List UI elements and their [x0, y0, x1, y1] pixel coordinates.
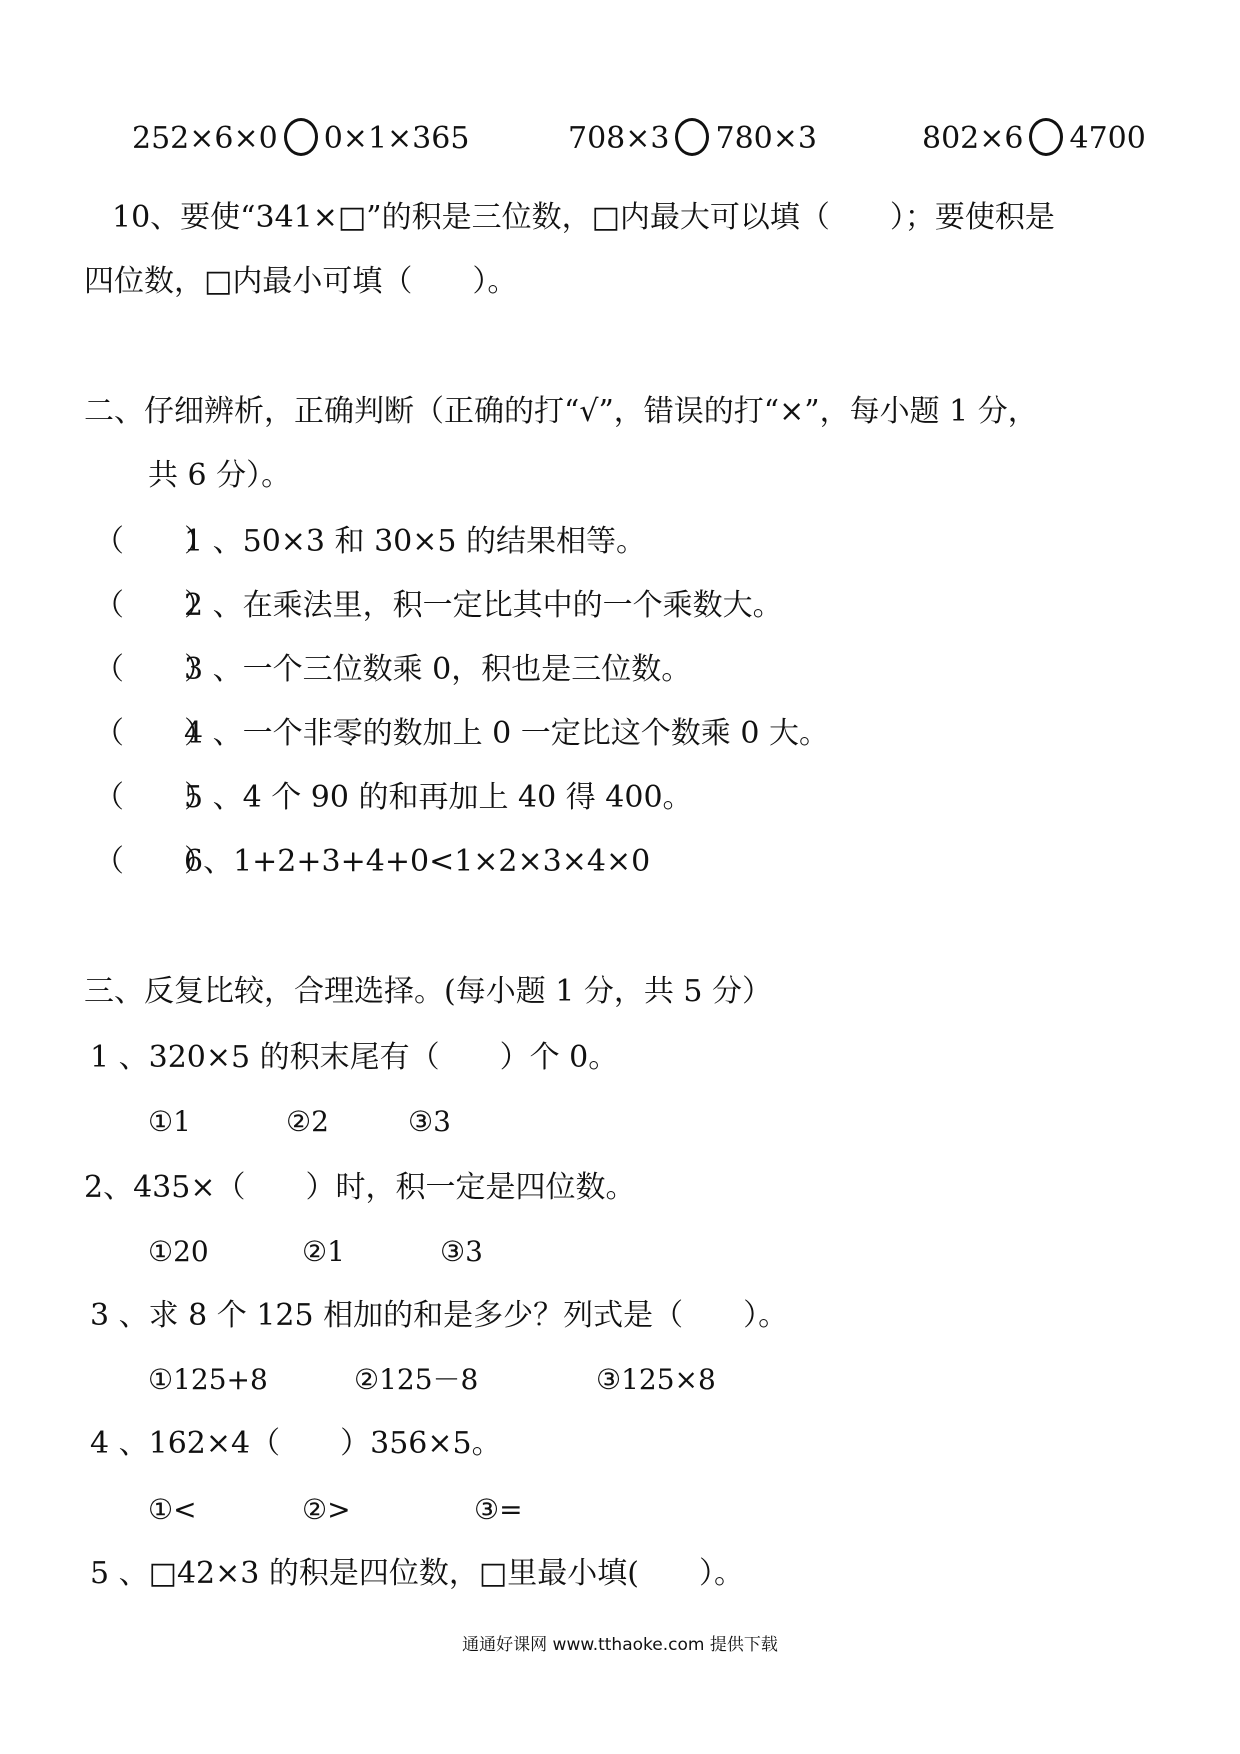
q10-line2: 四位数，□内最小可填（ ）。 — [84, 264, 518, 299]
comparison-right: 4700 — [1069, 121, 1146, 156]
choice-question-1: 1 、320×5 的积末尾有（ ）个 0。 — [90, 1040, 619, 1075]
comparison-2 — [568, 118, 817, 156]
option-1[interactable]: ①1 — [148, 1105, 191, 1138]
compare-circle-blank[interactable] — [675, 118, 709, 156]
option-3[interactable]: ③3 — [440, 1235, 483, 1268]
comparison-left: 708×3 — [568, 121, 670, 156]
judge-item-text: 2 、在乘法里，积一定比其中的一个乘数大。 — [184, 588, 783, 623]
option-3[interactable]: ③125×8 — [596, 1363, 716, 1396]
option-2[interactable]: ②> — [302, 1493, 351, 1526]
judge-item-5 — [94, 778, 693, 818]
judge-item-1 — [94, 522, 646, 562]
section3-heading: 三、反复比较，合理选择。(每小题 1 分，共 5 分） — [84, 974, 773, 1009]
compare-circle-blank[interactable] — [1029, 118, 1063, 156]
section2-heading: 二、仔细辨析，正确判断（正确的打“√”，错误的打“×”，每小题 1 分， — [84, 394, 1038, 429]
comparison-right: 0×1×365 — [323, 121, 470, 156]
comparison-left: 802×6 — [922, 121, 1024, 156]
comparison-3 — [922, 118, 1146, 156]
comparison-right: 780×3 — [715, 121, 817, 156]
judge-item-text: 4 、一个非零的数加上 0 一定比这个数乘 0 大。 — [184, 716, 829, 751]
judge-item-text: 5 、4 个 90 的和再加上 40 得 400。 — [184, 780, 693, 815]
comparison-left: 252×6×0 — [132, 121, 278, 156]
judge-item-6 — [94, 842, 650, 882]
answer-blank[interactable]: （ ） — [94, 588, 214, 623]
q10-line1: 10、要使“341×□”的积是三位数，□内最大可以填（ ）；要使积是 — [112, 200, 1055, 235]
option-3[interactable]: ③= — [474, 1493, 523, 1526]
choice-question-5: 5 、□42×3 的积是四位数，□里最小填( ）。 — [90, 1556, 744, 1591]
judge-item-3 — [94, 650, 691, 690]
section2-heading-cont: 共 6 分）。 — [148, 458, 292, 493]
judge-item-2 — [94, 586, 783, 626]
choice-question-2: 2、435×（ ）时，积一定是四位数。 — [84, 1170, 636, 1205]
answer-blank[interactable]: （ ） — [94, 524, 214, 559]
option-1[interactable]: ①125+8 — [148, 1363, 268, 1396]
judge-item-text: 6、1+2+3+4+0<1×2×3×4×0 — [184, 844, 651, 879]
answer-blank[interactable]: （ ） — [94, 780, 214, 815]
choice-question-3: 3 、求 8 个 125 相加的和是多少？列式是（ ）。 — [90, 1298, 789, 1333]
option-2[interactable]: ②1 — [302, 1235, 345, 1268]
comparison-1 — [132, 118, 469, 156]
judge-item-4 — [94, 714, 829, 754]
option-1[interactable]: ①< — [148, 1493, 197, 1526]
option-2[interactable]: ②2 — [286, 1105, 329, 1138]
compare-circle-blank[interactable] — [284, 118, 318, 156]
option-3[interactable]: ③3 — [408, 1105, 451, 1138]
answer-blank[interactable]: （ ） — [94, 716, 214, 751]
choice-question-4: 4 、162×4（ ）356×5。 — [90, 1426, 502, 1461]
option-1[interactable]: ①20 — [148, 1235, 209, 1268]
footer-download-note: 通通好课网 www.tthaoke.com 提供下载 — [462, 1635, 778, 1655]
judge-item-text: 3 、一个三位数乘 0，积也是三位数。 — [184, 652, 692, 687]
option-2[interactable]: ②125－8 — [354, 1363, 479, 1396]
judge-item-text: 1 、50×3 和 30×5 的结果相等。 — [184, 524, 647, 559]
answer-blank[interactable]: （ ） — [94, 652, 214, 687]
answer-blank[interactable]: （ ） — [94, 844, 214, 879]
